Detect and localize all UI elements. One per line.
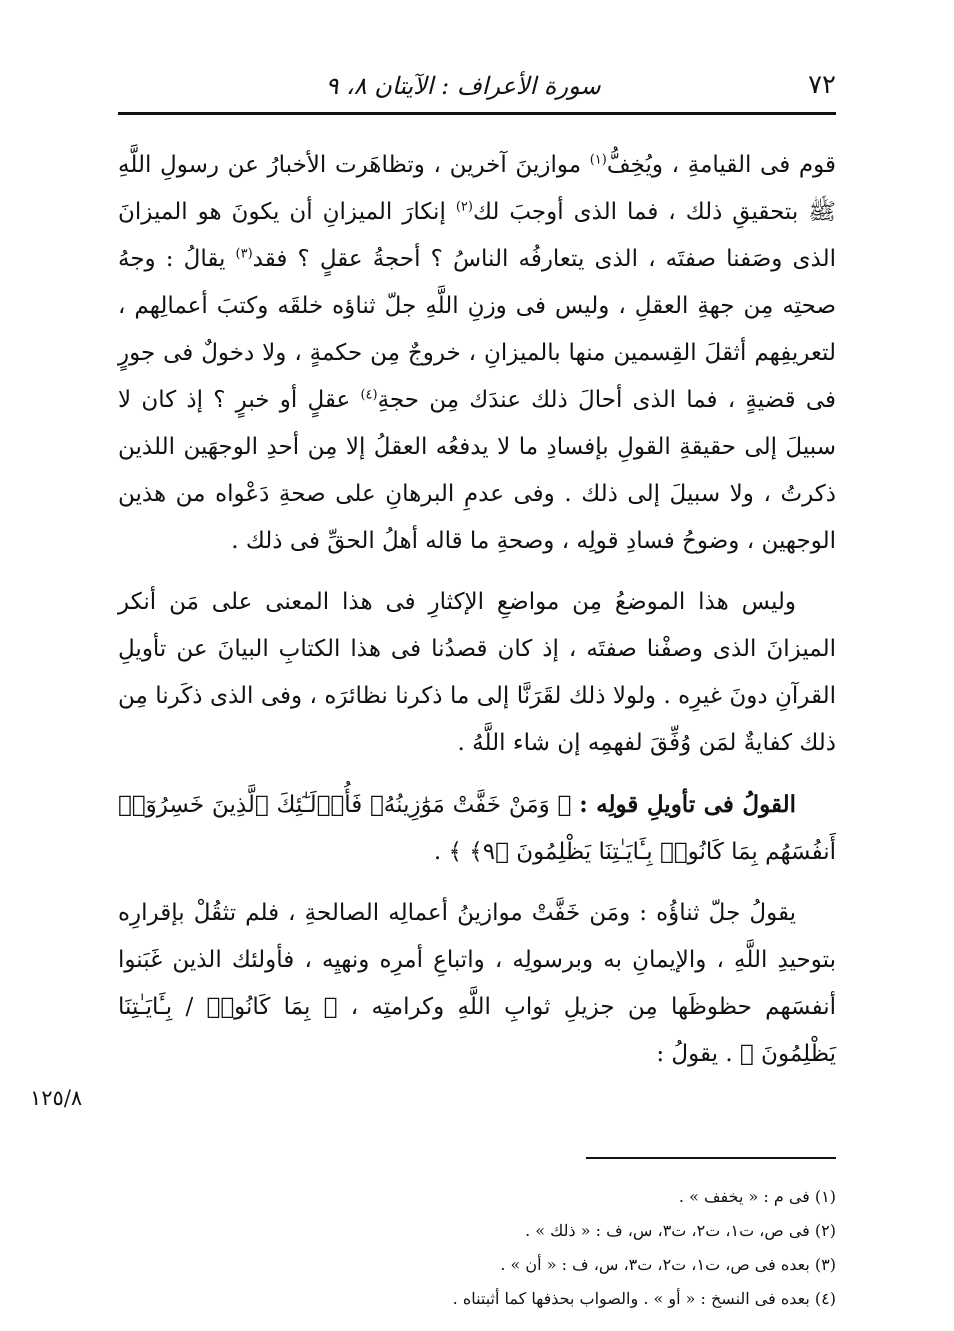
footnote-3: (٣) بعده فى ص، ت١، ت٢، ت٣، س، ف : « أن » .	[500, 1255, 836, 1274]
text-segment: قوم فى القيامةِ ، ويُخِفُّ	[606, 152, 836, 178]
footnote-rule	[586, 1157, 836, 1159]
paragraph-4: يقولُ جلّ ثناؤُه : ومَن خَفَّتْ موازينُ أعمالِه الصالحةِ ، فلم تثقُلْ بإقرارِه بتوحيدِ اللَّهِ ، والإيمانِ به وبرسولِه ، واتباعِ أمرِه ونهيِه ، فأولئك الذين غَبَنوا أنفسَهم حظوظَها مِن جزيلِ ثوابِ اللَّهِ وكرامتِه ، ﴿ بِمَا كَانُوا۟ / بِـَٔايَـٰتِنَا يَظْلِمُونَ ﴾ . يقولُ :	[118, 900, 836, 1067]
footnote-1: (١) فى م : « يخفف » .	[678, 1187, 836, 1206]
footnote-2: (٢) فى ص، ت١، ت٢، ت٣، س، ف : « ذلك » .	[525, 1221, 836, 1240]
footnote-ref-1: (١)	[589, 152, 607, 168]
footnote-ref-4: (٤)	[360, 387, 378, 403]
paragraph-3	[118, 781, 836, 876]
text-segment: إنكارَ الميزانِ أن يكونَ هو الميزانَ الذى وصَفنا صفتَه ، الذى يتعارفُه الناسُ ؟ أحجةُ عقلٍ ؟ فقد	[118, 199, 836, 272]
running-title: سورة الأعراف : الآيتان ٨، ٩	[325, 72, 601, 100]
text-segment: يقالُ : وجهُ صحتِه مِن جهةِ العقلِ ، وليس فى وزنِ اللَّهِ جلّ ثناؤه خلقَه وكتبَ أعمالِهم ، لتعريفِهم أثقلَ القِسمين منها بالميزانِ ، خروجٌ مِن حكمةٍ ، ولا دخولٌ فى جورٍ فى قضيةٍ ، فما الذى أحالَ ذلك عندَك مِن حجةِ	[118, 246, 836, 413]
quran-verse: ﴿ وَمَنْ خَفَّتْ مَوَٰزِينُهُۥ فَأُو۟لَـٰٓئِكَ ٱلَّذِينَ خَسِرُوٓا۟ أَنفُسَهُم بِمَا كَانُوا۟ بِـَٔايَـٰتِنَا يَظْلِمُونَ ﴿٩﴾ ﴾ .	[118, 792, 836, 865]
main-text	[118, 142, 836, 1092]
footnote-ref-2: (٢)	[455, 199, 473, 215]
paragraph-1	[118, 142, 836, 565]
paragraph-2: وليس هذا الموضعُ مِن مواضعِ الإكثارِ فى هذا المعنى على مَن أنكر الميزانَ الذى وصفْنا صفتَه ، إذ كان قصدُنا فى هذا الكتابِ البيانَ عن تأويلِ القرآنِ دونَ غيرِه . ولولا ذلك لقَرَنَّا إلى ما ذكرنا نظائرَه ، وفى الذى ذكَرنا مِن ذلك كفايةٌ لمَن وُفِّقَ لفهمِه إن شاء اللَّهُ .	[118, 589, 836, 756]
footnotes	[118, 1180, 836, 1316]
header-rule	[118, 112, 836, 115]
margin-reference: ١٢٥/٨	[30, 1086, 83, 1110]
text-segment: موازينَ آخرين ، وتظاهَرت الأخبارُ عن رسولِ اللَّهِ ﷺ بتحقيقِ ذلك ، فما الذى أوجبَ لك	[118, 152, 837, 225]
page-header	[118, 52, 836, 100]
footnote-4: (٤) بعده فى النسخ : « أو » . والصواب بحذفها كما أثبتناه .	[452, 1289, 836, 1308]
page-number: ٧٢	[808, 70, 836, 100]
text-segment: عقلٍ أو خبرٍ ؟ إذ كان لا سبيلَ إلى حقيقةِ القولِ بإفسادِ ما لا يدفعُه العقلُ إلا مِن أحدِ الوجهَين اللذين ذكرتُ ، ولا سبيلَ إلى ذلك . وفى عدمِ البرهانِ على صحةِ دَعْواه من هذين الوجهين ، وضوحُ فسادِ قولِه ، وصحةِ ما قاله أهلُ الحقِّ فى ذلك .	[118, 387, 836, 554]
footnote-ref-3: (٣)	[235, 246, 253, 262]
section-heading: القولُ فى تأويلِ قولِه :	[579, 791, 797, 818]
